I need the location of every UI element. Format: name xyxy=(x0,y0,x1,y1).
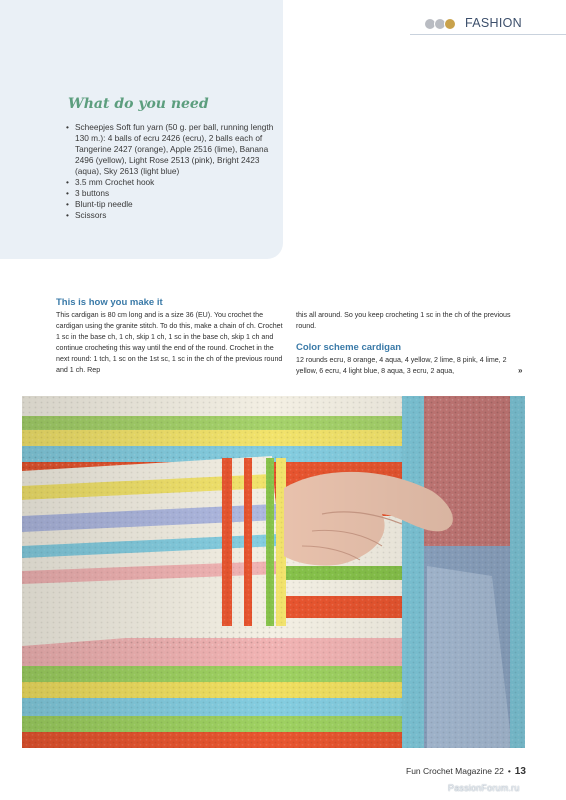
header-dots xyxy=(424,18,454,30)
color-scheme-title: Color scheme cardigan xyxy=(296,342,402,353)
cardigan-photo xyxy=(22,396,525,748)
instructions-continued: this all around. So you keep crocheting 1 sc in the ch of the previous round. xyxy=(296,311,511,331)
magazine-title: Fun Crochet Magazine 22 xyxy=(406,766,504,776)
color-scheme-body: 12 rounds ecru, 8 orange, 4 aqua, 4 yellow, 2 lime, 8 pink, 4 lime, 2 yellow, 6 ecru, 4 light blue, 8 aqua, 3 ecru, 2 aqua, xyxy=(296,356,507,376)
instructions-body: This cardigan is 80 cm long and is a size 36 (EU). You crochet the cardigan using the granite stitch. To do this, make a chain of ch. Crochet 1 sc in the base ch, 1 ch, skip 1 ch, 1 sc in the base ch, skip 1 ch and continue crocheting this way until the end of the round. Crochet in the next round: 1 tch, 1 sc on the 1st sc, 1 sc in the ch of the previous round and 1 ch. Rep xyxy=(56,311,283,375)
materials-title: What do you need xyxy=(68,96,209,112)
continue-arrow-icon: » xyxy=(518,366,523,375)
materials-item: • Blunt-tip needle xyxy=(64,199,278,210)
materials-item: • Scheepjes Soft fun yarn (50 g. per ball, running length 130 m.): 4 balls of ecru 2426 (ecru), 2 balls each of Tangerine 2427 (orange), Apple 2516 (lime), Banana 2496 (yellow), Light Rose 2513 (pink), Bright 2423 (aqua), Sky 2613 (light blue) xyxy=(64,122,278,177)
header-dot xyxy=(444,18,456,30)
materials-item: • 3 buttons xyxy=(64,188,278,199)
instructions-title: This is how you make it xyxy=(56,297,163,308)
page-footer xyxy=(406,766,526,777)
materials-item: • 3.5 mm Crochet hook xyxy=(64,177,278,188)
materials-item: • Scissors xyxy=(64,210,278,221)
page-number: 13 xyxy=(514,766,526,777)
section-label: FASHION xyxy=(465,16,522,30)
header-rule xyxy=(410,34,566,35)
watermark: PassionForum.ru xyxy=(448,783,520,793)
footer-bullet: • xyxy=(507,766,511,776)
materials-list xyxy=(64,122,278,221)
cardigan-photo-illustration xyxy=(22,396,525,748)
